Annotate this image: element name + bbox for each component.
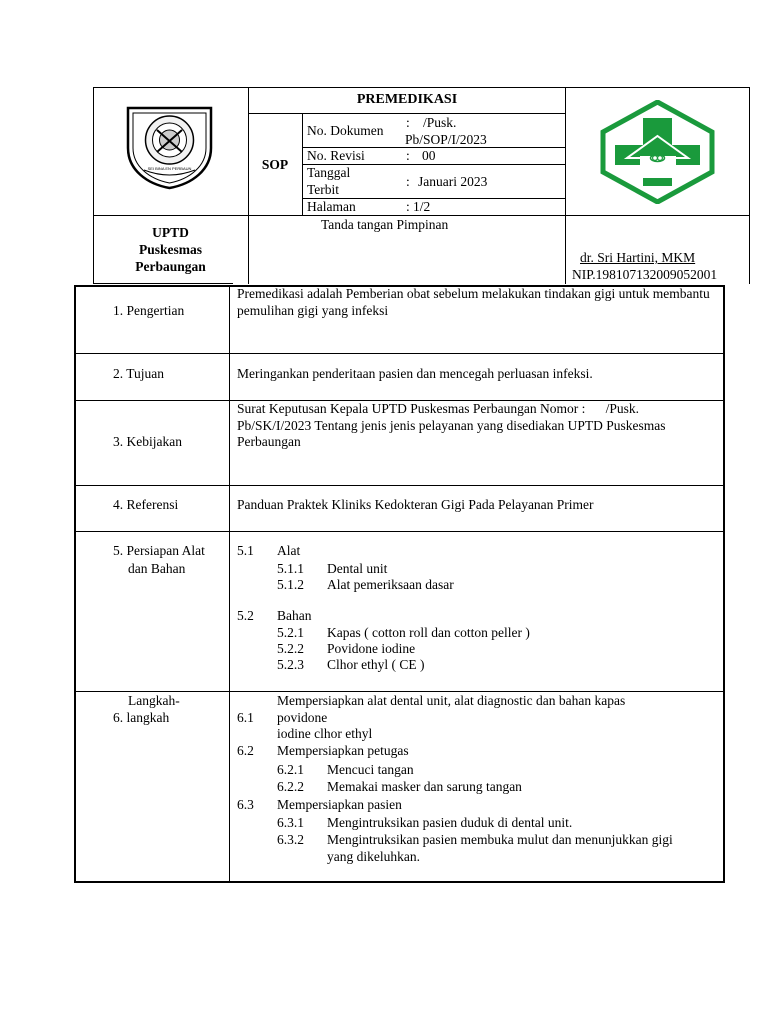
list-number: 5.2.2 (277, 641, 304, 656)
field-value-tanggal-terbit: Januari 2023 (418, 174, 488, 189)
document-title: PREMEDIKASI (356, 92, 458, 107)
list-item: Clhor ethyl ( CE ) (327, 657, 425, 672)
list-number: 5.2 (237, 608, 254, 623)
list-heading: Mempersiapkan pasien (277, 797, 402, 812)
list-item: Mengintruksikan pasien membuka mulut dan menunjukkan gigi (327, 832, 673, 847)
list-item: Memakai masker dan sarung tangan (327, 779, 522, 794)
org-name-line3: Perbaungan (135, 259, 206, 274)
section-label-kebijakan: 3. Kebijakan (113, 434, 182, 449)
section-text-kebijakan: Surat Keputusan Kepala UPTD Puskesmas Perbaungan Nomor : /Pusk. Pb/SK/I/2023 Tentang jenis jenis pelayanan yang disediakan UPTD Puskesmas Perbaungan (237, 401, 669, 449)
list-number: 6.2.1 (277, 762, 304, 777)
list-number: 5.2.3 (277, 657, 304, 672)
seal-text: SEI BINA EN PERBAUN (147, 166, 192, 171)
list-number: 6.2.2 (277, 779, 304, 794)
puskesmas-logo (600, 100, 715, 204)
list-heading: Mempersiapkan petugas (277, 743, 409, 758)
field-sep: : (406, 174, 410, 189)
field-sep: : (406, 115, 410, 130)
section-label-tujuan: 2. Tujuan (113, 366, 165, 381)
section-label-langkah: Langkah- (128, 693, 180, 708)
list-number: 5.2.1 (277, 625, 304, 640)
field-label-halaman: Halaman (307, 199, 356, 214)
step-text: Mempersiapkan alat dental unit, alat diagnostic dan bahan kapas (277, 693, 626, 708)
org-name-line1: UPTD (152, 225, 189, 240)
seal-logo (122, 100, 217, 190)
field-label-no-revisi: No. Revisi (307, 148, 365, 163)
list-item: Mengintruksikan pasien duduk di dental unit. (327, 815, 573, 830)
list-heading: Alat (277, 543, 301, 558)
list-number: 6.3.1 (277, 815, 304, 830)
list-item: Alat pemeriksaan dasar (327, 577, 454, 592)
list-item: Povidone iodine (327, 641, 416, 656)
field-label-no-dokumen: No. Dokumen (307, 123, 384, 138)
list-heading: Bahan (277, 608, 312, 623)
list-number: 6.1 (237, 710, 254, 725)
section-text-pengertian: Premedikasi adalah Pemberian obat sebelum melakukan tindakan gigi untuk membantu pemulihan gigi yang infeksi (237, 286, 710, 318)
list-item: Dental unit (327, 561, 388, 576)
section-label-persiapan-2: dan Bahan (128, 561, 186, 576)
list-number: 5.1.2 (277, 577, 304, 592)
field-value-no-revisi: 00 (422, 148, 436, 163)
section-label-langkah-2: 6. langkah (113, 710, 170, 725)
field-label-tanggal-terbit: Tanggal Terbit (307, 165, 351, 197)
field-sep: : (406, 148, 410, 163)
list-item-continued: yang dikeluhkan. (327, 849, 420, 864)
list-number: 6.3 (237, 797, 254, 812)
field-value-no-dokumen: /Pusk. Pb/SOP/I/2023 (405, 115, 487, 147)
signer-nip: NIP.198107132009052001 (572, 267, 718, 282)
list-number: 5.1 (237, 543, 254, 558)
sop-label: SOP (261, 157, 289, 172)
list-number: 6.2 (237, 743, 254, 758)
org-name-line2: Puskesmas (138, 242, 202, 257)
field-sep: : (406, 199, 410, 214)
section-label-persiapan: 5. Persiapan Alat (113, 543, 205, 558)
field-value-halaman: 1/2 (413, 199, 431, 214)
list-number: 6.3.2 (277, 832, 304, 847)
list-number: 5.1.1 (277, 561, 304, 576)
list-item: Mencuci tangan (327, 762, 414, 777)
step-text: iodine clhor ethyl (277, 726, 373, 741)
list-item: Kapas ( cotton roll dan cotton peller ) (327, 625, 530, 640)
signature-label: Tanda tangan Pimpinan (321, 217, 449, 232)
section-text-referensi: Panduan Praktek Kliniks Kedokteran Gigi Pada Pelayanan Primer (237, 497, 594, 512)
section-label-referensi: 4. Referensi (113, 497, 179, 512)
signer-name: dr. Sri Hartini, MKM (580, 250, 696, 265)
section-text-tujuan: Meringankan penderitaan pasien dan mencegah perluasan infeksi. (237, 366, 593, 381)
section-label-pengertian: 1. Pengertian (113, 303, 185, 318)
step-text: povidone (277, 710, 328, 725)
